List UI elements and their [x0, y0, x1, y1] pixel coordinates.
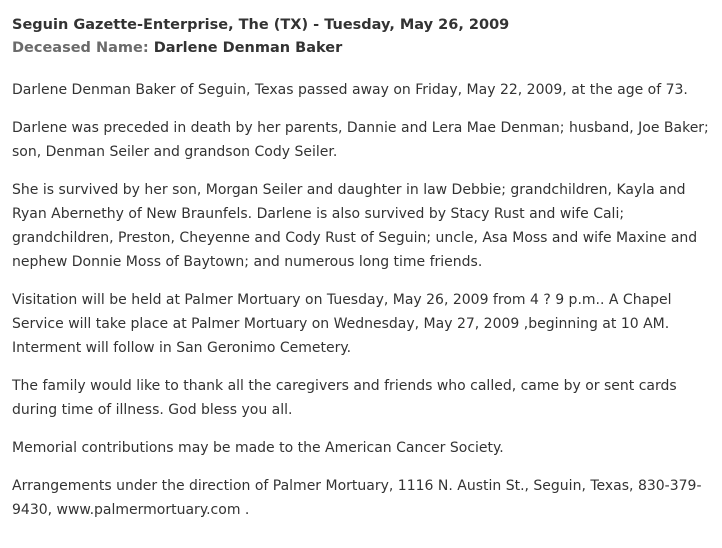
deceased-name-line: [12, 37, 710, 60]
paragraph-thanks: The family would like to thank all the caregivers and friends who called, came by or sent cards during time of illness. God bless you all.: [12, 378, 677, 418]
paragraph-death-notice: Darlene Denman Baker of Seguin, Texas passed away on Friday, May 22, 2009, at the age of 73.: [12, 82, 688, 98]
paragraph-preceded-in-death: Darlene was preceded in death by her parents, Dannie and Lera Mae Denman; husband, Joe Baker; son, Denman Seiler and grandson Cody Seiler.: [12, 120, 709, 160]
publication-title: Seguin Gazette-Enterprise, The (TX) - Tuesday, May 26, 2009: [12, 17, 510, 33]
paragraph-arrangements: Arrangements under the direction of Palmer Mortuary, 1116 N. Austin St., Seguin, Texas, 830-379-9430, www.palmermortuary.com .: [12, 478, 702, 518]
obituary-body: [12, 78, 710, 522]
paragraph-survived-by: She is survived by her son, Morgan Seiler and daughter in law Debbie; grandchildren, Kayla and Ryan Abernethy of New Braunfels. Darlene is also survived by Stacy Rust and wife Cali; grandchildren, Preston, Cheyenne and Cody Rust of Seguin; uncle, Asa Moss and wife Maxine and nephew Donnie Moss of Baytown; and numerous long time friends.: [12, 182, 698, 270]
paragraph-visitation: Visitation will be held at Palmer Mortuary on Tuesday, May 26, 2009 from 4 ? 9 p.m.. A Chapel Service will take place at Palmer Mortuary on Wednesday, May 27, 2009 ,beginning at 10 AM. Interment will follow in San Geronimo Cemetery.: [12, 292, 672, 356]
paragraph-memorial: Memorial contributions may be made to the American Cancer Society.: [12, 440, 504, 456]
deceased-name-label: Deceased Name:: [12, 40, 149, 56]
deceased-name-value: Darlene Denman Baker: [153, 40, 343, 56]
